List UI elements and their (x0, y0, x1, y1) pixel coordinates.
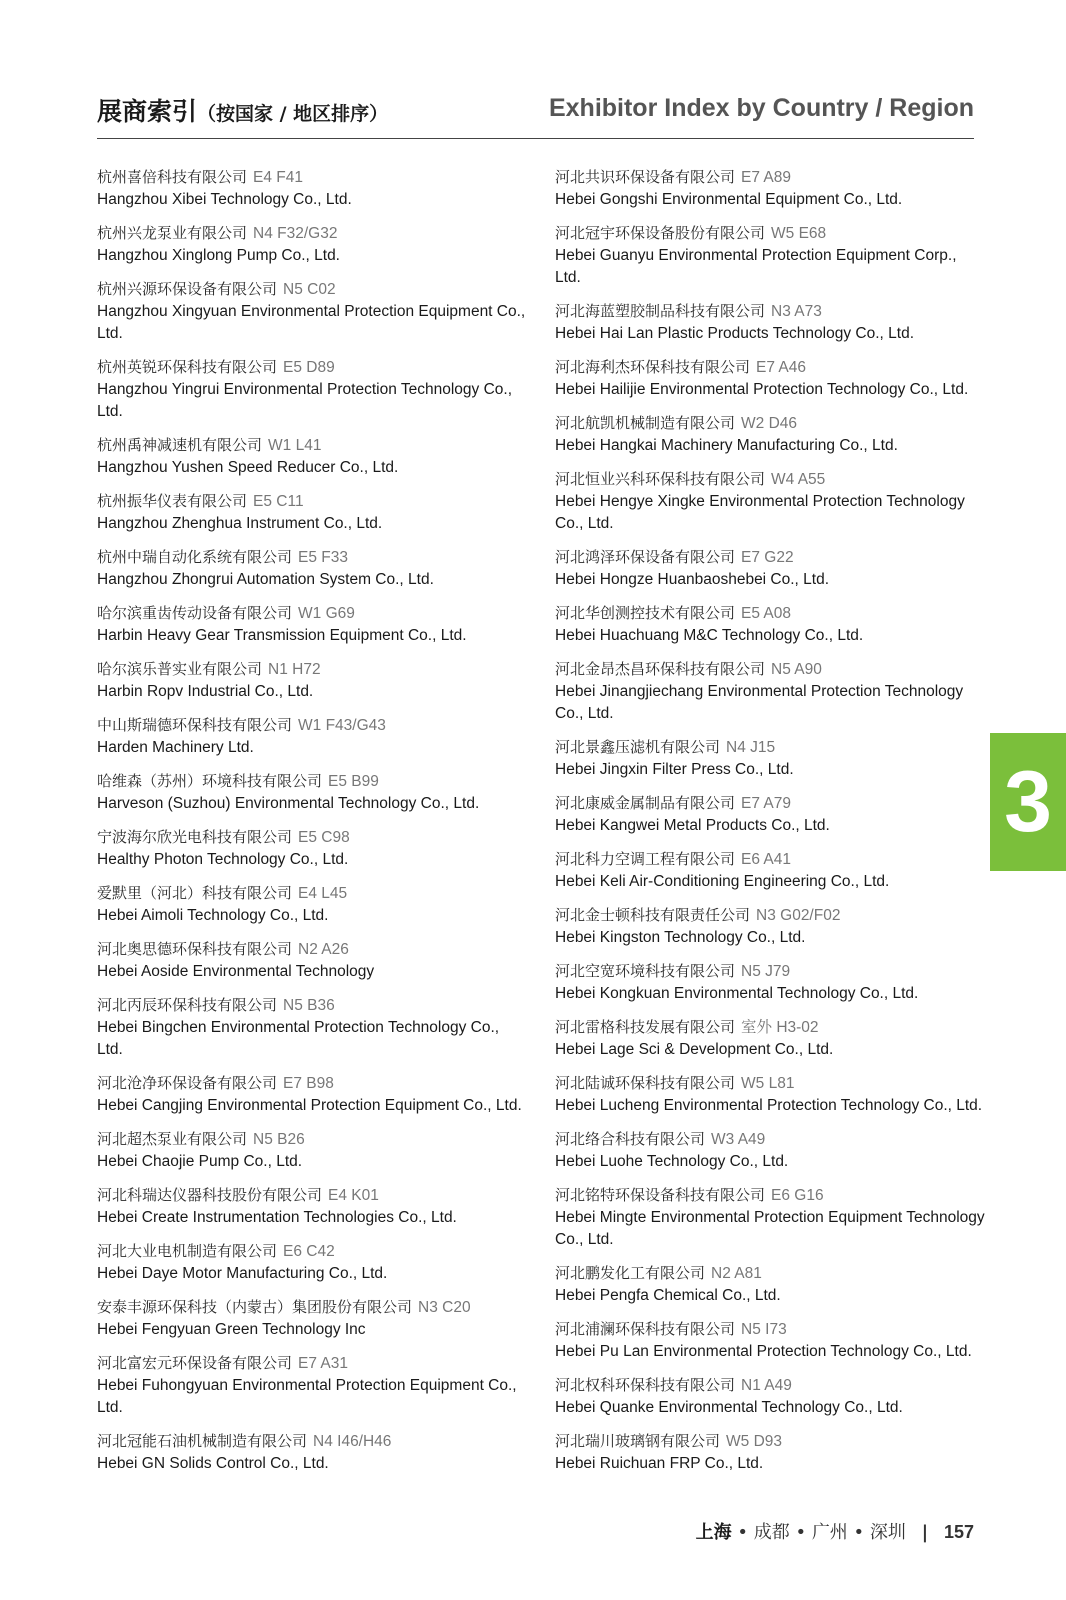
exhibitor-line-cn (97, 356, 527, 379)
exhibitor-name-cn: 杭州禹神减速机有限公司 (97, 436, 263, 454)
exhibitor-line-cn (97, 602, 527, 625)
booth-number: N1 A49 (741, 1377, 792, 1394)
exhibitor-entry (555, 300, 985, 345)
exhibitor-name-cn: 河北共识环保设备有限公司 (555, 168, 736, 186)
booth-number: 室外 H3-02 (741, 1019, 819, 1036)
exhibitor-entry (97, 278, 527, 345)
exhibitor-name-cn: 河北丙辰环保科技有限公司 (97, 996, 278, 1014)
exhibitor-entry (97, 1296, 527, 1341)
exhibitor-name-cn: 河北超杰泵业有限公司 (97, 1130, 248, 1148)
booth-number: N5 B26 (253, 1131, 305, 1148)
exhibitor-entry (555, 736, 985, 781)
exhibitor-line-cn (97, 714, 527, 737)
booth-number: N5 A90 (771, 661, 822, 678)
exhibitor-line-cn (555, 1128, 985, 1151)
exhibitor-name-en: Hebei Jingxin Filter Press Co., Ltd. (555, 761, 794, 778)
exhibitor-line-cn (97, 490, 527, 513)
left-column (97, 166, 527, 1486)
exhibitor-name-en: Hebei Ruichuan FRP Co., Ltd. (555, 1455, 764, 1472)
exhibitor-entry (97, 770, 527, 815)
exhibitor-line-cn (555, 222, 985, 245)
exhibitor-name-en: Hebei Chaojie Pump Co., Ltd. (97, 1153, 303, 1170)
exhibitor-name-cn: 杭州英锐环保科技有限公司 (97, 358, 278, 376)
exhibitor-name-en: Harbin Heavy Gear Transmission Equipment Co., Ltd. (97, 627, 467, 644)
exhibitor-entry (555, 960, 985, 1005)
exhibitor-name-en: Hebei Keli Air-Conditioning Engineering Co., Ltd. (555, 873, 890, 890)
exhibitor-line-cn (555, 1430, 985, 1453)
booth-number: E7 A31 (298, 1355, 349, 1372)
exhibitor-name-cn: 宁波海尔欣光电科技有限公司 (97, 828, 293, 846)
exhibitor-name-en: Hebei Kingston Technology Co., Ltd. (555, 929, 806, 946)
booth-number: E6 C42 (283, 1243, 335, 1260)
exhibitor-line-cn (555, 300, 985, 323)
exhibitor-line-cn (97, 1184, 527, 1207)
exhibitor-entry (555, 166, 985, 211)
exhibitor-line-cn (555, 412, 985, 435)
exhibitor-line-cn (555, 792, 985, 815)
exhibitor-name-en: Hangzhou Zhenghua Instrument Co., Ltd. (97, 515, 383, 532)
exhibitor-name-en: Hangzhou Xingyuan Environmental Protection Equipment Co., Ltd. (97, 303, 526, 342)
exhibitor-line-cn (555, 546, 985, 569)
exhibitor-line-cn (555, 468, 985, 491)
exhibitor-name-en: Hebei Kangwei Metal Products Co., Ltd. (555, 817, 830, 834)
booth-number: W2 D46 (741, 415, 798, 432)
exhibitor-name-cn: 河北空宽环境科技有限公司 (555, 962, 736, 980)
title-chinese (97, 92, 388, 128)
exhibitor-name-cn: 河北浦澜环保科技有限公司 (555, 1320, 736, 1338)
exhibitor-entry (97, 1430, 527, 1475)
exhibitor-name-en: Hebei Mingte Environmental Protection Equipment Technology Co., Ltd. (555, 1209, 985, 1248)
exhibitor-entry (97, 602, 527, 647)
exhibitor-name-cn: 安泰丰源环保科技（内蒙古）集团股份有限公司 (97, 1298, 413, 1316)
exhibitor-line-cn (97, 994, 527, 1017)
booth-number: N3 G02/F02 (756, 907, 841, 924)
booth-number: N4 I46/H46 (313, 1433, 392, 1450)
exhibitor-name-cn: 中山斯瑞德环保科技有限公司 (97, 716, 293, 734)
exhibitor-entry (97, 658, 527, 703)
booth-number: N5 J79 (741, 963, 791, 980)
exhibitor-name-en: Hebei Bingchen Environmental Protection Technology Co., Ltd. (97, 1019, 500, 1058)
exhibitor-line-cn (97, 434, 527, 457)
booth-number: E5 C98 (298, 829, 350, 846)
footer-city-guangzhou: 广州 (811, 1522, 848, 1543)
exhibitor-entry (555, 412, 985, 457)
exhibitor-name-en: Hebei Create Instrumentation Technologies Co., Ltd. (97, 1209, 457, 1226)
page-footer (696, 1518, 974, 1544)
exhibitor-name-cn: 河北奥思德环保科技有限公司 (97, 940, 293, 958)
exhibitor-name-en: Hebei Fengyuan Green Technology Inc (97, 1321, 366, 1338)
booth-number: E6 A41 (741, 851, 792, 868)
exhibitor-name-en: Hebei Hai Lan Plastic Products Technology Co., Ltd. (555, 325, 914, 342)
exhibitor-name-cn: 河北瑞川玻璃钢有限公司 (555, 1432, 721, 1450)
exhibitor-line-cn (97, 1240, 527, 1263)
exhibitor-entry (555, 1016, 985, 1061)
exhibitor-entry (555, 546, 985, 591)
exhibitor-entry (97, 1240, 527, 1285)
footer-separator: | (921, 1522, 929, 1543)
exhibitor-line-cn (97, 222, 527, 245)
booth-number: E4 K01 (328, 1187, 379, 1204)
exhibitor-name-cn: 河北络合科技有限公司 (555, 1130, 706, 1148)
booth-number: E5 A08 (741, 605, 792, 622)
exhibitor-line-cn (555, 1016, 985, 1039)
exhibitor-entry (555, 1072, 985, 1117)
exhibitor-entry (97, 882, 527, 927)
footer-dot: • (795, 1522, 807, 1543)
exhibitor-line-cn (97, 658, 527, 681)
footer-dot: • (737, 1522, 748, 1543)
exhibitor-entry (555, 468, 985, 535)
exhibitor-line-cn (555, 1184, 985, 1207)
exhibitor-name-en: Hebei Quanke Environmental Technology Co., Ltd. (555, 1399, 903, 1416)
exhibitor-name-cn: 杭州喜倍科技有限公司 (97, 168, 248, 186)
exhibitor-name-cn: 河北冠宇环保设备股份有限公司 (555, 224, 766, 242)
exhibitor-name-cn: 河北雷格科技发展有限公司 (555, 1018, 736, 1036)
exhibitor-name-cn: 河北冠能石油机械制造有限公司 (97, 1432, 308, 1450)
exhibitor-entry (97, 1072, 527, 1117)
exhibitor-name-cn: 河北海蓝塑胶制品科技有限公司 (555, 302, 766, 320)
exhibitor-line-cn (97, 826, 527, 849)
exhibitor-name-en: Hebei Hengye Xingke Environmental Protection Technology Co., Ltd. (555, 493, 965, 532)
exhibitor-entry (555, 1318, 985, 1363)
exhibitor-line-cn (97, 1072, 527, 1095)
booth-number: N5 I73 (741, 1321, 787, 1338)
exhibitor-name-cn: 河北科瑞达仪器科技股份有限公司 (97, 1186, 323, 1204)
exhibitor-name-en: Hebei Huachuang M&C Technology Co., Ltd. (555, 627, 864, 644)
exhibitor-line-cn (555, 658, 985, 681)
exhibitor-entry (97, 826, 527, 871)
exhibitor-name-cn: 河北大业电机制造有限公司 (97, 1242, 278, 1260)
exhibitor-line-cn (97, 882, 527, 905)
exhibitor-entry (555, 792, 985, 837)
exhibitor-entry (97, 1352, 527, 1419)
exhibitor-name-cn: 杭州兴龙泵业有限公司 (97, 224, 248, 242)
exhibitor-line-cn (97, 938, 527, 961)
exhibitor-name-en: Hangzhou Xinglong Pump Co., Ltd. (97, 247, 340, 264)
chapter-number: 3 (1004, 754, 1052, 850)
booth-number: E7 A79 (741, 795, 792, 812)
booth-number: E7 G22 (741, 549, 794, 566)
exhibitor-name-cn: 杭州兴源环保设备有限公司 (97, 280, 278, 298)
exhibitor-name-en: Hebei Gongshi Environmental Equipment Co., Ltd. (555, 191, 903, 208)
exhibitor-line-cn (555, 1072, 985, 1095)
exhibitor-name-en: Healthy Photon Technology Co., Ltd. (97, 851, 349, 868)
exhibitor-name-en: Hebei Aoside Environmental Technology (97, 963, 375, 980)
booth-number: E5 F33 (298, 549, 348, 566)
exhibitor-name-cn: 河北金昂杰昌环保科技有限公司 (555, 660, 766, 678)
exhibitor-name-cn: 河北铭特环保设备科技有限公司 (555, 1186, 766, 1204)
booth-number: W4 A55 (771, 471, 826, 488)
exhibitor-entry (97, 434, 527, 479)
exhibitor-line-cn (555, 848, 985, 871)
exhibitor-name-cn: 河北富宏元环保设备有限公司 (97, 1354, 293, 1372)
chapter-tab (990, 733, 1066, 871)
exhibitor-name-cn: 河北金士顿科技有限责任公司 (555, 906, 751, 924)
exhibitor-line-cn (97, 278, 527, 301)
exhibitor-entry (97, 222, 527, 267)
booth-number: E4 L45 (298, 885, 348, 902)
booth-number: W1 L41 (268, 437, 322, 454)
exhibitor-line-cn (555, 602, 985, 625)
exhibitor-name-cn: 河北陆诚环保科技有限公司 (555, 1074, 736, 1092)
booth-number: N1 H72 (268, 661, 321, 678)
exhibitor-entry (97, 1128, 527, 1173)
exhibitor-name-en: Hebei Kongkuan Environmental Technology Co., Ltd. (555, 985, 919, 1002)
exhibitor-name-cn: 河北鹏发化工有限公司 (555, 1264, 706, 1282)
exhibitor-name-en: Hebei Hongze Huanbaoshebei Co., Ltd. (555, 571, 830, 588)
exhibitor-line-cn (97, 1430, 527, 1453)
exhibitor-entry (555, 222, 985, 289)
exhibitor-line-cn (97, 1128, 527, 1151)
booth-number: W1 F43/G43 (298, 717, 386, 734)
exhibitor-name-en: Harbin Ropv Industrial Co., Ltd. (97, 683, 314, 700)
exhibitor-line-cn (555, 166, 985, 189)
exhibitor-name-en: Hebei Daye Motor Manufacturing Co., Ltd. (97, 1265, 388, 1282)
booth-number: N4 J15 (726, 739, 776, 756)
exhibitor-name-cn: 河北科力空调工程有限公司 (555, 850, 736, 868)
page-header (97, 92, 974, 139)
exhibitor-name-en: Hebei Hailijie Environmental Protection Technology Co., Ltd. (555, 381, 969, 398)
footer-city-shenzhen: 深圳 (869, 1522, 906, 1543)
exhibitor-name-cn: 河北权科环保科技有限公司 (555, 1376, 736, 1394)
exhibitor-entry (555, 602, 985, 647)
exhibitor-line-cn (555, 904, 985, 927)
exhibitor-name-cn: 河北华创测控技术有限公司 (555, 604, 736, 622)
exhibitor-name-cn: 哈尔滨重齿传动设备有限公司 (97, 604, 293, 622)
exhibitor-line-cn (555, 1318, 985, 1341)
booth-number: E5 B99 (328, 773, 379, 790)
exhibitor-name-en: Hebei Pengfa Chemical Co., Ltd. (555, 1287, 781, 1304)
exhibitor-line-cn (97, 770, 527, 793)
exhibitor-name-cn: 河北景鑫压滤机有限公司 (555, 738, 721, 756)
title-chinese-sub: （按国家 / 地区排序） (197, 103, 389, 125)
exhibitor-entry (97, 1184, 527, 1229)
title-chinese-main: 展商索引 (97, 97, 198, 126)
exhibitor-name-cn: 河北沧净环保设备有限公司 (97, 1074, 278, 1092)
booth-number: E7 A46 (756, 359, 807, 376)
exhibitor-entry (555, 848, 985, 893)
exhibitor-entry (97, 938, 527, 983)
exhibitor-name-en: Hangzhou Yushen Speed Reducer Co., Ltd. (97, 459, 399, 476)
exhibitor-name-cn: 河北鸿泽环保设备有限公司 (555, 548, 736, 566)
exhibitor-line-cn (97, 1352, 527, 1375)
booth-number: N2 A26 (298, 941, 349, 958)
exhibitor-entry (555, 1374, 985, 1419)
exhibitor-name-en: Hangzhou Zhongrui Automation System Co., Ltd. (97, 571, 434, 588)
booth-number: N2 A81 (711, 1265, 762, 1282)
exhibitor-name-cn: 哈维森（苏州）环境科技有限公司 (97, 772, 323, 790)
exhibitor-name-en: Hebei GN Solids Control Co., Ltd. (97, 1455, 329, 1472)
exhibitor-line-cn (97, 546, 527, 569)
exhibitor-entry (555, 658, 985, 725)
exhibitor-name-cn: 爱默里（河北）科技有限公司 (97, 884, 293, 902)
footer-city-chengdu: 成都 (753, 1522, 790, 1543)
exhibitor-name-cn: 河北康威金属制品有限公司 (555, 794, 736, 812)
exhibitor-line-cn (555, 1374, 985, 1397)
exhibitor-name-en: Hebei Hangkai Machinery Manufacturing Co., Ltd. (555, 437, 898, 454)
exhibitor-name-en: Hebei Fuhongyuan Environmental Protection Equipment Co., Ltd. (97, 1377, 517, 1416)
booth-number: W5 E68 (771, 225, 827, 242)
exhibitor-entry (555, 1430, 985, 1475)
booth-number: E7 A89 (741, 169, 792, 186)
exhibitor-name-en: Hebei Pu Lan Environmental Protection Technology Co., Ltd. (555, 1343, 972, 1360)
exhibitor-name-cn: 杭州中瑞自动化系统有限公司 (97, 548, 293, 566)
exhibitor-line-cn (555, 356, 985, 379)
exhibitor-name-en: Hangzhou Yingrui Environmental Protection Technology Co., Ltd. (97, 381, 513, 420)
booth-number: N4 F32/G32 (253, 225, 338, 242)
booth-number: N5 B36 (283, 997, 335, 1014)
exhibitor-name-cn: 哈尔滨乐普实业有限公司 (97, 660, 263, 678)
exhibitor-name-en: Hebei Jinangjiechang Environmental Protection Technology Co., Ltd. (555, 683, 964, 722)
exhibitor-line-cn (97, 1296, 527, 1319)
exhibitor-entry (555, 1128, 985, 1173)
exhibitor-entry (97, 994, 527, 1061)
exhibitor-entry (97, 714, 527, 759)
exhibitor-entry (97, 166, 527, 211)
exhibitor-line-cn (97, 166, 527, 189)
booth-number: N5 C02 (283, 281, 336, 298)
exhibitor-name-en: Harden Machinery Ltd. (97, 739, 254, 756)
booth-number: N3 A73 (771, 303, 822, 320)
exhibitor-entry (555, 1184, 985, 1251)
booth-number: W5 L81 (741, 1075, 795, 1092)
exhibitor-name-en: Harveson (Suzhou) Environmental Technology Co., Ltd. (97, 795, 480, 812)
exhibitor-line-cn (555, 1262, 985, 1285)
exhibitor-line-cn (555, 736, 985, 759)
exhibitor-entry (97, 546, 527, 591)
exhibitor-name-cn: 河北航凯机械制造有限公司 (555, 414, 736, 432)
booth-number: W3 A49 (711, 1131, 766, 1148)
exhibitor-name-cn: 河北海利杰环保科技有限公司 (555, 358, 751, 376)
booth-number: N3 C20 (418, 1299, 471, 1316)
footer-city-shanghai: 上海 (695, 1522, 732, 1543)
exhibitor-name-en: Hebei Lucheng Environmental Protection Technology Co., Ltd. (555, 1097, 983, 1114)
booth-number: E5 D89 (283, 359, 335, 376)
right-column (555, 166, 985, 1486)
exhibitor-entry (555, 356, 985, 401)
booth-number: E5 C11 (253, 493, 304, 510)
footer-dot: • (853, 1522, 865, 1543)
booth-number: W5 D93 (726, 1433, 783, 1450)
booth-number: W1 G69 (298, 605, 355, 622)
exhibitor-name-en: Hebei Cangjing Environmental Protection Equipment Co., Ltd. (97, 1097, 522, 1114)
exhibitor-name-en: Hebei Aimoli Technology Co., Ltd. (97, 907, 329, 924)
booth-number: E4 F41 (253, 169, 303, 186)
exhibitor-name-cn: 杭州振华仪表有限公司 (97, 492, 248, 510)
exhibitor-entry (97, 356, 527, 423)
exhibitor-name-en: Hebei Lage Sci & Development Co., Ltd. (555, 1041, 834, 1058)
exhibitor-entry (555, 904, 985, 949)
exhibitor-entry (97, 490, 527, 535)
exhibitor-entry (555, 1262, 985, 1307)
title-english: Exhibitor Index by Country / Region (548, 94, 974, 122)
exhibitor-name-cn: 河北恒业兴科环保科技有限公司 (555, 470, 766, 488)
exhibitor-name-en: Hangzhou Xibei Technology Co., Ltd. (97, 191, 352, 208)
booth-number: E6 G16 (771, 1187, 824, 1204)
exhibitor-name-en: Hebei Guanyu Environmental Protection Equipment Corp., Ltd. (555, 247, 957, 286)
booth-number: E7 B98 (283, 1075, 334, 1092)
exhibitor-line-cn (555, 960, 985, 983)
exhibitor-name-en: Hebei Luohe Technology Co., Ltd. (555, 1153, 789, 1170)
page-number: 157 (943, 1522, 974, 1542)
